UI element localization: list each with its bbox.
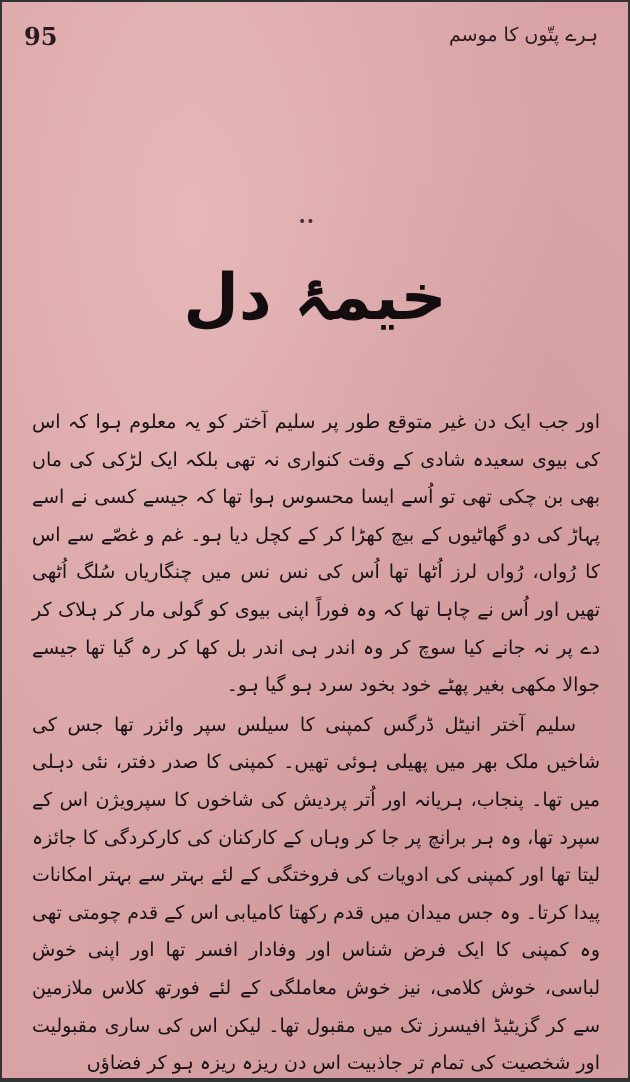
page-number: 95 (24, 22, 58, 51)
book-page (2, 2, 628, 1078)
ornament-dots: •• (298, 214, 315, 230)
paragraph-2: سلیم آختر انیٹل ڈرگس کمپنی کا سیلس سپر وائزر تھا جس کی شاخیں ملک بھر میں پھیلی ہوئی تھیں۔ کمپنی کا صدر دفتر، نئی دہلی میں تھا۔ پنجاب، ہریانہ اور اُتر پردیش کی شاخوں کا سپرویژن اس کے سپرد تھا، وہ ہر برانچ پر جا کر وہاں کے کارکنان کی کارکردگی کا جائزہ لیتا تھا اور کمپنی کی ادویات کی فروختگی کے لئے بہتر سے بہتر امکانات پیدا کرتا۔ وہ جس میدان میں قدم رکھتا کامیابی اس کے قدم چومتی تھی وہ کمپنی کا ایک فرض شناس اور وفادار افسر تھا اور اپنی خوش لباسی، خوش کلامی، نیز خوش معاملگی کے لئے فورتھ کلاس ملازمین سے کر گزیٹیڈ افیسرز تک میں مقبول تھا۔ لیکن اس کی ساری مقبولیت اور شخصیت کی تمام تر جاذبیت اس دن ریزہ ریزہ ہو کر فضاؤں (32, 713, 600, 1075)
running-header: ہرے پتّوں کا موسم (448, 24, 598, 46)
body-text (32, 404, 600, 1078)
chapter-title: خیمۂ دل (183, 261, 447, 335)
paragraph-1: اور جب ایک دن غیر متوقع طور پر سلیم آختر کو یہ معلوم ہوا کہ اس کی بیوی سعیدہ شادی کے وقت کنواری نہ تھی بلکہ ایک لڑکی کی ماں بھی بن چکی تھی تو اُسے ایسا محسوس ہوا تھا کہ جیسے کسی نے اسے پہاڑ کی دو گھاٹیوں کے بیچ کھڑا کر کے کچل دیا ہو۔ غم و غصّے سے اس کا رُواں، رُواں لرز اُٹھا تھا اُس کی نس نس میں چنگاریاں سُلگ اُٹھی تھیں اور اُس نے چاہا تھا کہ وہ فوراً اپنی بیوی کو گولی مار کر ہلاک کر دے پر نہ جانے کیا سوچ کر وہ اندر ہی اندر بل کھا کر رہ گیا تھا جیسے جوالا مکھی بغیر پھٹے خود بخود سرد ہو گیا ہو۔ (32, 411, 600, 697)
